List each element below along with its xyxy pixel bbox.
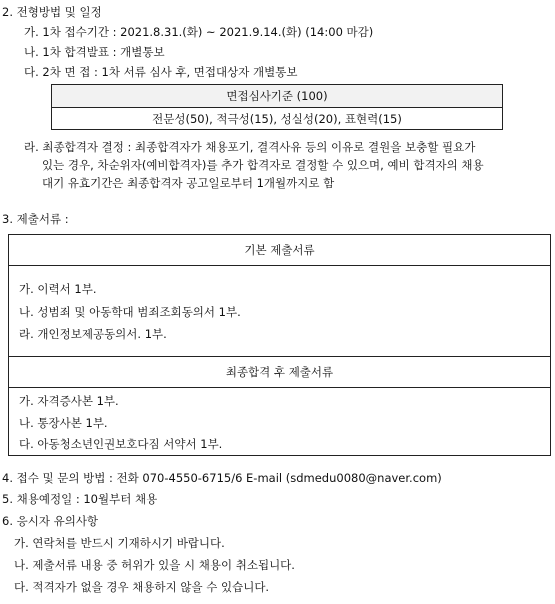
final-document-item: 가. 자격증사본 1부.	[19, 394, 119, 408]
basic-documents-header: 기본 제출서류	[9, 235, 550, 266]
interview-criteria-header: 면접심사기준 (100)	[52, 85, 502, 108]
section-6-title: 6. 응시자 유의사항	[2, 514, 99, 528]
schedule-item-application-period: 가. 1차 접수기간 : 2021.8.31.(화) ~ 2021.9.14.(화) (14:00 마감)	[24, 25, 374, 39]
notice-item: 다. 적격자가 없을 경우 채용하지 않을 수 있습니다.	[14, 580, 270, 594]
notice-item: 나. 제출서류 내용 중 허위가 있을 시 채용이 취소됩니다.	[14, 558, 295, 572]
basic-document-item: 가. 이력서 1부.	[19, 282, 97, 296]
final-note-line-1: 라. 최종합격자 결정 : 최종합격자가 채용포기, 결격사유 등의 이유로 결원을 보충할 필요가	[24, 140, 476, 154]
final-document-item: 나. 통장사본 1부.	[19, 416, 108, 430]
schedule-item-interview: 다. 2차 면 접 : 1차 서류 심사 후, 면접대상자 개별통보	[24, 65, 298, 79]
section-3-title: 3. 제출서류 :	[2, 212, 69, 226]
section-4-contact: 4. 접수 및 문의 방법 : 전화 070-4550-6715/6 E-mail (sdmedu0080@naver.com)	[2, 471, 442, 485]
final-note-line-2: 있는 경우, 차순위자(예비합격자)를 추가 합격자로 결정할 수 있으며, 예비 합격자의 채용	[42, 158, 484, 172]
notice-item: 가. 연락처를 반드시 기재하시기 바랍니다.	[14, 536, 225, 550]
basic-document-item: 나. 성범죄 및 아동학대 범죄조회동의서 1부.	[19, 305, 241, 319]
final-documents-header: 최종합격 후 제출서류	[9, 357, 550, 388]
section-2-title: 2. 전형방법 및 일정	[2, 5, 102, 19]
documents-table	[8, 234, 551, 456]
section-5-hiring-date: 5. 채용예정일 : 10월부터 채용	[2, 492, 158, 506]
schedule-item-first-announcement: 나. 1차 합격발표 : 개별통보	[24, 45, 165, 59]
final-document-item: 다. 아동청소년인권보호다짐 서약서 1부.	[19, 437, 223, 451]
interview-criteria-table	[51, 84, 503, 130]
interview-criteria-row: 전문성(50), 적극성(15), 성실성(20), 표현력(15)	[152, 112, 402, 126]
basic-document-item: 라. 개인정보제공동의서. 1부.	[19, 327, 167, 341]
final-note-line-3: 대기 유효기간은 최종합격자 공고일로부터 1개월까지로 함	[42, 176, 335, 190]
